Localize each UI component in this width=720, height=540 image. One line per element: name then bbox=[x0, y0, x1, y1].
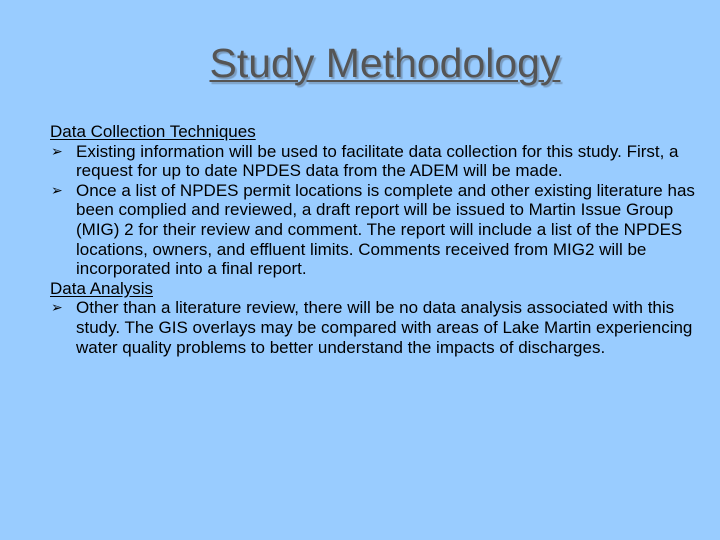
bullet-text: Other than a literature review, there will be no data analysis associated with this study. The GIS overlays may be compared with areas of Lake Martin experiencing water quality problems to better understand the impacts of discharges. bbox=[76, 298, 693, 357]
section-heading-data-collection: Data Collection Techniques bbox=[50, 122, 256, 141]
arrow-bullet-icon: ➢ bbox=[51, 181, 63, 198]
bullet-text: Existing information will be used to facilitate data collection for this study. First, a request for up to date NPDES data from the ADEM will be made. bbox=[76, 141, 679, 181]
slide-title: Study Methodology bbox=[209, 40, 561, 86]
slide-body bbox=[50, 122, 700, 357]
arrow-bullet-icon: ➢ bbox=[51, 299, 63, 316]
bullet-item bbox=[50, 142, 700, 181]
bullet-text: Once a list of NPDES permit locations is complete and other existing literature has been complied and reviewed, a draft report will be issued to Martin Issue Group (MIG) 2 for their review and comment. The report will include a list of the NPDES locations, owners, and effluent limits. Comments received from MIG2 will be incorporated into a final report. bbox=[76, 180, 695, 279]
section-heading-data-analysis: Data Analysis bbox=[50, 278, 153, 298]
bullet-item bbox=[50, 298, 700, 357]
arrow-bullet-icon: ➢ bbox=[51, 142, 63, 159]
bullet-item bbox=[50, 181, 700, 279]
